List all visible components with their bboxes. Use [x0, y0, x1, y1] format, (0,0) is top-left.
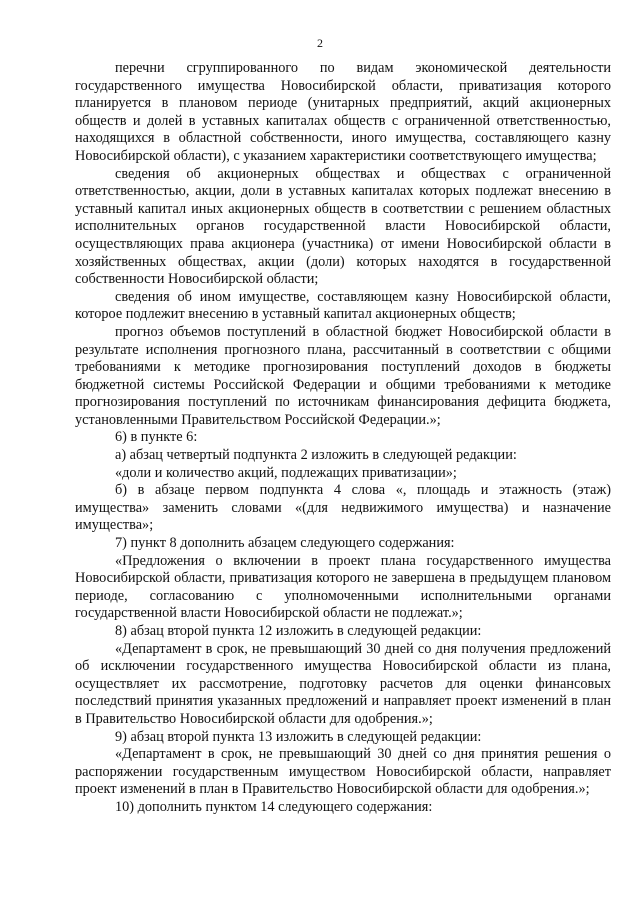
paragraph-other-property: сведения об ином имуществе, составляющем казну Новосибирской области, которое подлежит внесению в уставный капитал акционерных обществ; — [75, 288, 611, 323]
paragraph-item-6: 6) в пункте 6: — [115, 429, 198, 446]
paragraph-item-10: 10) дополнить пунктом 14 следующего содержания: — [115, 798, 433, 815]
paragraph-item-6a: а) абзац четвертый подпункта 2 изложить в следующей редакции: — [115, 447, 517, 464]
paragraph-revenue-forecast: прогноз объемов поступлений в областной бюджет Новосибирской области в результате исполнения прогнозного плана, рассчитанный в соответствии с общими требованиями к методике прогнозирования поступлений доходов в бюджеты бюджетной системы Российской Федерации и общими требованиями к методике прогнозирования поступлений по источникам финансирования дефицита бюджета, установленными Правительством Российской Федерации.»; — [75, 323, 611, 428]
paragraph-item-8-text: «Департамент в срок, не превышающий 30 дней со дня получения предложений об исключении государственного имущества Новосибирской области из плана, осуществляет их рассмотрение, подготовку расчетов для оценки финансовых последствий принятия указанных предложений и направляет проект изменений в план в Правительство Новосибирской области для одобрения.»; — [75, 640, 611, 727]
page-number: 2 — [317, 36, 323, 50]
paragraph-item-6b: б) в абзаце первом подпункта 4 слова «, площадь и этажность (этаж) имущества» заменить словами «(для недвижимого имущества) и назначение имущества»; — [75, 482, 611, 534]
paragraph-joint-stock-info: сведения об акционерных обществах и обществах с ограниченной ответственностью, акции, доли в уставных капиталах которых подлежат внесению в уставный капитал иных акционерных обществ в соответствии с решением областных исполнительных органов государственной власти Новосибирской области, осуществляющих права акционера (участника) от имени Новосибирской области в хозяйственных обществах, акции (доли) которых находятся в государственной собственности Новосибирской области; — [75, 165, 611, 288]
paragraph-item-8: 8) абзац второй пункта 12 изложить в следующей редакции: — [115, 623, 482, 639]
paragraph-item-9-text: «Департамент в срок, не превышающий 30 дней со дня принятия решения о распоряжении государственным имуществом Новосибирской области, направляет проект изменений в план в Правительство Новосибирской области для одобрения.»; — [75, 746, 611, 798]
paragraph-item-7: 7) пункт 8 дополнить абзацем следующего содержания: — [115, 535, 455, 552]
paragraph-item-7-text: «Предложения о включении в проект плана государственного имущества Новосибирской области, приватизация которого не завершена в предыдущем плановом периоде, согласованию с уполномоченными исполнительными органами государственной власти Новосибирской области не подлежат.»; — [75, 552, 611, 622]
paragraph-item-6a-text: «доли и количество акций, подлежащих приватизации»; — [115, 464, 457, 481]
paragraph-privatization-lists: перечни сгруппированного по видам экономической деятельности государственного имущества Новосибирской области, приватизация которого планируется в плановом периоде (унитарных предприятий, акций акционерных обществ и долей в уставных капиталах обществ с ограниченной ответственностью, находящихся в областной собственности, иного имущества, составляющего казну Новосибирской области), с указанием характеристики соответствующего имущества; — [75, 60, 611, 164]
paragraph-item-9: 9) абзац второй пункта 13 изложить в следующей редакции: — [115, 728, 482, 745]
document-body — [75, 60, 611, 817]
